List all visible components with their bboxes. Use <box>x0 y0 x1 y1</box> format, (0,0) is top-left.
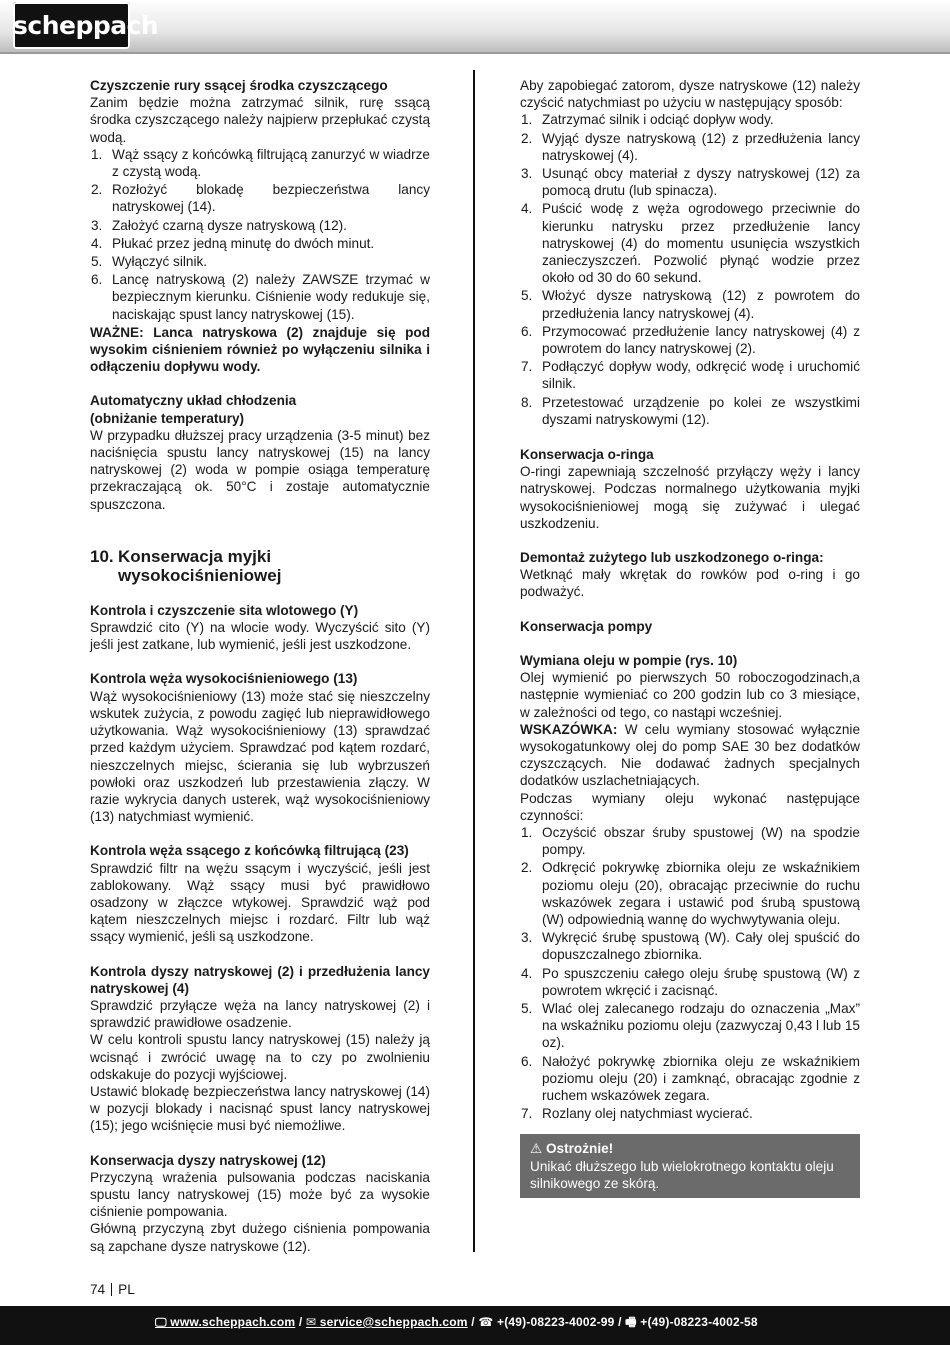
list-item-text: Wyłączyć silnik. <box>112 254 208 270</box>
oring-text: O-ringi zapewniają szczelność przyłączy węży i lancy natryskowej. Podczas normalnego użytkowania myjki wysokociśnieniowej mogą się zużywać i ulegać uszkodzeniu. <box>520 464 860 531</box>
list-item-number: 1. <box>91 146 103 162</box>
list-item-text: Puścić wodę z węża ogrodowego przeciwnie do kierunku natrysku przez przedłużenie lancy natryskowej (4) do momentu usunięcia wszystkich zanieczyszczeń. Pozwolić płynąć wodzie przez około od 30 do 60 sekund. <box>542 201 860 286</box>
steps-list-oil-change <box>520 824 860 1122</box>
left-column <box>90 77 430 1255</box>
chapter-number: 10. <box>90 546 114 566</box>
list-item <box>520 929 860 963</box>
list-item-text: Po spuszczeniu całego oleju śrubę spustową (W) z powrotem wkręcić i zacisnąć. <box>542 965 860 998</box>
list-item <box>520 200 860 286</box>
list-item-number: 6. <box>521 323 533 339</box>
list-item-text: Włożyć dysze natryskową (12) z powrotem do przedłużenia lancy natryskowej (4). <box>542 288 860 321</box>
chapter-title: Konserwacja myjki wysokociśnieniowej <box>118 546 282 585</box>
list-item <box>90 235 430 252</box>
column-divider <box>473 70 475 1252</box>
list-item-number: 5. <box>521 288 533 304</box>
section-title-oring: Konserwacja o-ringa <box>520 447 654 463</box>
list-item <box>90 181 430 215</box>
list-item <box>520 165 860 199</box>
list-item-number: 2. <box>521 130 533 146</box>
list-item <box>520 323 860 357</box>
right-column <box>520 77 860 1198</box>
oil-hint-paragraph <box>520 721 860 790</box>
list-item-number: 4. <box>521 965 533 981</box>
list-item-number: 7. <box>521 359 533 375</box>
list-item <box>520 1053 860 1105</box>
section-title-cooling <box>90 392 430 426</box>
section-title-pump-maintenance: Konserwacja pompy <box>520 618 653 634</box>
caution-text: Unikać dłuższego lub wielokrotnego kontaktu oleju silnikowego ze skórą. <box>530 1158 834 1191</box>
nozzle-maint-p2: Główną przyczyną zbyt dużego ciśnienia pompowania są zapchane dysze natryskowe (12). <box>90 1221 430 1254</box>
list-item <box>520 394 860 428</box>
section-title-spray-nozzle-check: Kontrola dyszy natryskowej (2) i przedłużenia lancy natryskowej (4) <box>90 963 430 996</box>
list-item-number: 5. <box>521 1000 533 1016</box>
list-item-number: 4. <box>91 235 103 251</box>
nozzle-clean-intro: Aby zapobiegać zatorom, dysze natryskowe (12) należy czyścić natychmiast po użyciu w następujący sposób: <box>520 78 860 111</box>
list-item-text: Przymocować przedłużenie lancy natryskowej (4) z powrotem do lancy natryskowej (2). <box>542 323 860 357</box>
list-item-text: Odkręcić pokrywkę zbiornika oleju ze wskaźnikiem poziomu oleju (20), obracając przeciwnie do ruchu wskazówek zegara i ustawić pod śrubą spustową (W) odpowiednią wannę do wychwytywania oleju. <box>542 860 860 927</box>
list-item <box>90 217 430 234</box>
list-item-text: Usunąć obcy materiał z dyszy natryskowej (12) za pomocą drutu (lub spinacza). <box>542 166 860 199</box>
list-item-number: 7. <box>521 1106 533 1122</box>
warning-text: Lanca natryskowa (2) znajduje się pod wysokim ciśnieniem również po wyłączeniu silnika i odłączeniu dopływu wody. <box>90 324 431 375</box>
phone-number: ☎ +(49)-08223-4002-99 <box>478 1315 615 1329</box>
list-item-number: 3. <box>91 217 103 233</box>
cooling-title-line1: Automatyczny układ chłodzenia <box>90 393 297 409</box>
list-item <box>90 271 430 323</box>
section-title-nozzle-maintenance: Konserwacja dyszy natryskowej (12) <box>90 1152 326 1168</box>
header-band <box>0 0 950 54</box>
list-item <box>520 111 860 128</box>
inlet-filter-text: Sprawdzić cito (Y) na wlocie wody. Wyczyścić sito (Y) jeśli jest zatkane, lub wymienić, jeśli jest uszkodzone. <box>90 620 430 653</box>
hint-text: W celu wymiany stosować wyłącznie wysokogatunkowy olej do pomp SAE 30 bez dodatków czyszczących. Nie dodawać żadnych specjalnych dodatków uszlachetniających. <box>520 721 861 789</box>
nozzle-check-p3: Ustawić blokadę bezpieczeństwa lancy natryskowej (14) w pozycji blokady i nacisnąć spust lancy natryskowej (15); jego wciśnięcie musi być niemożliwe. <box>90 1083 430 1134</box>
list-item-number: 3. <box>521 166 533 182</box>
list-item-number: 6. <box>91 272 103 288</box>
list-item <box>520 859 860 928</box>
section-title-suction-pipe: Czyszczenie rury ssącej środka czyszczącego <box>90 78 388 93</box>
hint-label: WSKAZÓWKA: <box>520 721 618 737</box>
cooling-title-line2: (obniżanie temperatury) <box>90 410 245 426</box>
list-item <box>90 253 430 270</box>
caution-box <box>520 1134 860 1198</box>
list-item-text: Oczyścić obszar śruby spustowej (W) na spodzie pompy. <box>542 824 860 858</box>
list-item-number: 5. <box>91 254 103 270</box>
list-item <box>520 130 860 164</box>
caution-title: ⚠ Ostrożnie! <box>530 1141 614 1157</box>
cooling-text: W przypadku dłuższej pracy urządzenia (3-5 minut) bez naciśnięcia spustu lancy natryskowej (15) na lancy natryskowej (2) woda w pompie osiąga temperaturę przekraczającą ok. 50°C i zostaje automatycznie spuszczona. <box>90 427 430 512</box>
nozzle-check-p2: W celu kontroli spustu lancy natryskowej (15) należy ją wcisnąć i zwrócić uwagę na to czy po zwolnieniu odskakuje do pozycji wyjściowej. <box>90 1032 430 1082</box>
page-number-area <box>90 1282 135 1297</box>
section-title-suction-hose: Kontrola węża ssącego z końcówką filtrującą (23) <box>90 843 409 859</box>
list-item-number: 6. <box>521 1053 533 1069</box>
list-item-number: 1. <box>521 112 533 128</box>
chapter-heading <box>90 547 430 585</box>
list-item-text: Zatrzymać silnik i odciąć dopływ wody. <box>542 112 774 128</box>
footer-bar <box>0 1306 950 1345</box>
suction-hose-text: Sprawdzić filtr na wężu ssącym i wyczyścić, jeśli jest zablokowany. Wąż ssący musi być prawidłowo osadzony w złączce wtykowej. Sprawdzić wąż pod kątem nieszczelnych miejsc i rozdarć. Filtr lub wąż ssący wymienić, jeśli są uszkodzone. <box>90 860 430 945</box>
language-code: PL <box>118 1282 135 1297</box>
list-item <box>520 1000 860 1052</box>
warning-label: WAŻNE: <box>90 324 144 340</box>
list-item-text: Rozlany olej natychmiast wycierać. <box>542 1106 753 1122</box>
fax-number: 🖷 +(49)-08223-4002-58 <box>625 1315 758 1329</box>
list-item-text: Płukać przez jedną minutę do dwóch minut. <box>112 235 375 251</box>
list-item <box>90 146 430 180</box>
section-title-oring-removal: Demontaż zużytego lub uszkodzonego o-ringa: <box>520 550 824 566</box>
list-item-text: Wąż ssący z końcówką filtrującą zanurzyć w wiadrze z czystą wodą. <box>112 146 430 180</box>
list-item-text: Przetestować urządzenie po kolei ze wszystkimi dyszami natryskowymi (12). <box>542 394 860 427</box>
list-item-number: 4. <box>521 201 533 217</box>
steps-list-suction <box>90 146 430 323</box>
email-link[interactable]: ✉ service@scheppach.com <box>305 1315 468 1329</box>
section-title-inlet-filter: Kontrola i czyszczenie sita wlotowego (Y) <box>90 602 359 618</box>
list-item <box>520 1105 860 1122</box>
list-item-text: Wlać olej zalecanego rodzaju do oznaczenia „Max” na wskaźniku poziomu oleju (zazwyczaj 0,43 l lub 15 oz). <box>542 1000 860 1051</box>
list-item <box>520 287 860 321</box>
website-link[interactable]: 🖵 www.scheppach.com <box>155 1315 296 1329</box>
list-item-number: 2. <box>521 860 533 876</box>
list-item-text: Rozłożyć blokadę bezpieczeństwa lancy natryskowej (14). <box>112 182 430 215</box>
section-title-oil-change: Wymiana oleju w pompie (rys. 10) <box>520 652 738 668</box>
oil-change-p1: Olej wymienić po pierwszych 50 roboczogodzinach,a następnie wymieniać co 200 godzin lub co 3 miesiące, w zależności od tego, co nastąpi wcześniej. <box>520 670 860 720</box>
list-item-text: Założyć czarną dysze natryskową (12). <box>112 217 347 233</box>
oil-change-p2: Podczas wymiany oleju wykonać następujące czynności: <box>520 790 860 823</box>
warning-paragraph <box>90 324 430 376</box>
list-item-text: Wyjąć dysze natryskową (12) z przedłużenia lancy natryskowej (4). <box>542 130 860 163</box>
list-item-number: 8. <box>521 394 533 410</box>
footer-contacts: 🖵 www.scheppach.com / ✉ service@scheppach.com / ☎ +(49)-08223-4002-99 / 🖷 +(49)-08223-4002-58 <box>155 1315 758 1329</box>
list-item-text: Podłączyć dopływ wody, odkręcić wodę i uruchomić silnik. <box>542 359 860 392</box>
list-item-number: 3. <box>521 930 533 946</box>
nozzle-check-p1: Sprawdzić przyłącze węża na lancy natryskowej (2) i sprawdzić prawidłowe osadzenie. <box>90 997 430 1031</box>
list-item-text: Lancę natryskową (2) należy ZAWSZE trzymać w bezpiecznym kierunku. Ciśnienie wody redukuje się, naciskając spust lancy natryskowej (15). <box>112 272 430 322</box>
nozzle-maint-p1: Przyczyną wrażenia pulsowania podczas naciskania spustu lancy natryskowej (15) może być za wysokie ciśnienie pompowania. <box>90 1169 430 1220</box>
list-item <box>520 824 860 858</box>
list-item-number: 1. <box>521 824 533 840</box>
section-title-hp-hose: Kontrola węża wysokociśnieniowego (13) <box>90 671 358 687</box>
list-item-number: 2. <box>91 182 103 198</box>
oring-removal-text: Wetknąć mały wkrętak do rowków pod o-ring i go podważyć. <box>520 567 860 600</box>
list-item-text: Nałożyć pokrywkę zbiornika oleju ze wskaźnikiem poziomu oleju (20) i zamknąć, obracając zgodnie z ruchem wskazówek zegara. <box>542 1053 860 1103</box>
list-item-text: Wykręcić śrubę spustową (W). Cały olej spuścić do dopuszczalnego zbiornika. <box>542 930 860 963</box>
steps-list-nozzle-clean <box>520 111 860 428</box>
section-intro: Zanim będzie można zatrzymać silnik, rurę ssącą środka czyszczącego należy najpierw przepłukać czystą wodą. <box>90 95 430 145</box>
list-item <box>520 965 860 999</box>
hp-hose-text: Wąż wysokociśnieniowy (13) może stać się nieszczelny wskutek zużycia, z powodu zagięć lub nieprawidłowego użytkowania. Wąż wysokociśnieniowy (13) sprawdzać przed każdym użyciem. Sprawdzać pod kątem rozdarć, nieszczelnych miejsc, ścierania się lub wybrzuszeń powłoki oraz uszkodzeń lub przestawienia złączy. W razie wykrycia danych usterek, wąż wysokociśnieniowy (13) natychmiast wymienić. <box>90 688 430 825</box>
brand-logo[interactable]: scheppach <box>13 2 130 49</box>
page-number: 74 <box>90 1282 106 1297</box>
list-item <box>520 358 860 392</box>
